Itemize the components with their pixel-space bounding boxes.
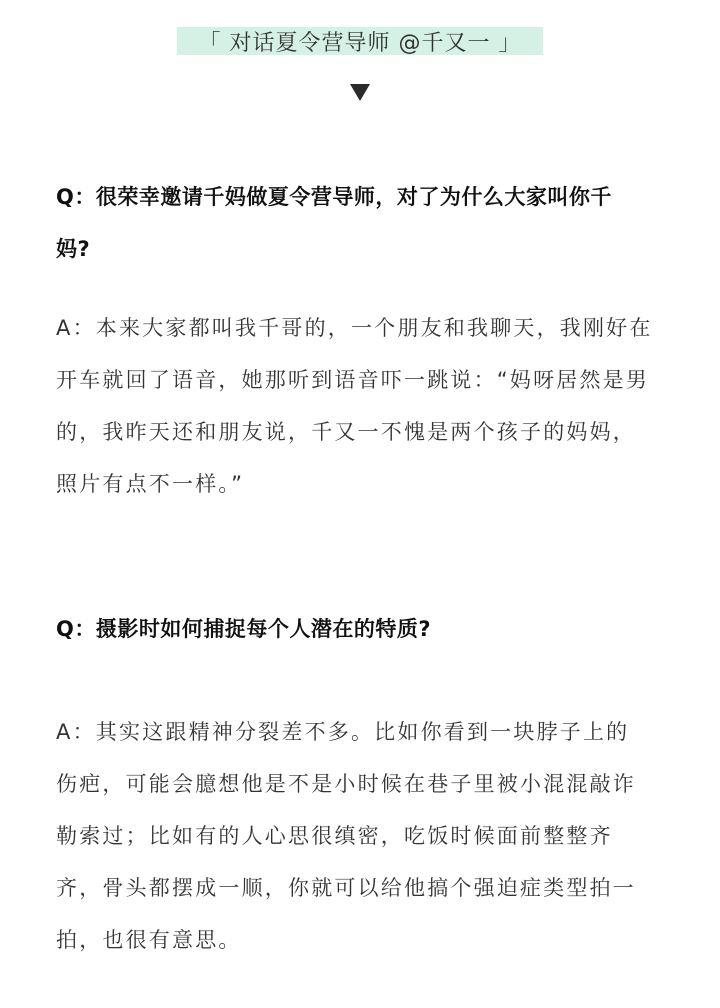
- answer-1-line-2: 开车就回了语音，她那听到语音吓一跳说：“妈呀居然是男: [56, 368, 650, 392]
- question-1: [56, 171, 666, 275]
- answer-1-line-3: 的，我昨天还和朋友说，千又一不愧是两个孩子的妈妈，: [56, 420, 636, 444]
- question-2-line-1: Q：摄影时如何捕捉每个人潜在的特质?: [56, 617, 432, 641]
- title-banner: [177, 27, 543, 55]
- answer-2-line-5: 拍，也很有意思。: [56, 928, 242, 952]
- answer-2: [56, 706, 666, 966]
- down-triangle-icon: [350, 84, 370, 101]
- answer-1-line-4: 照片有点不一样。”: [56, 472, 245, 496]
- answer-1: [56, 302, 666, 510]
- title-text: 「 对话夏令营导师 @千又一 」: [198, 30, 522, 56]
- answer-1-line-1: A：本来大家都叫我千哥的，一个朋友和我聊天，我刚好在: [56, 316, 653, 340]
- answer-2-line-2: 伤疤，可能会臆想他是不是小时候在巷子里被小混混敲诈: [56, 772, 636, 796]
- question-1-line-2: 妈?: [56, 237, 91, 261]
- question-2: [56, 603, 666, 655]
- answer-2-line-4: 齐，骨头都摆成一顺，你就可以给他搞个强迫症类型拍一: [56, 876, 636, 900]
- answer-2-line-1: A：其实这跟精神分裂差不多。比如你看到一块脖子上的: [56, 720, 630, 744]
- answer-2-line-3: 勒索过；比如有的人心思很缜密，吃饭时候面前整整齐: [56, 824, 613, 848]
- question-1-line-1: Q：很荣幸邀请千妈做夏令营导师，对了为什么大家叫你千: [56, 185, 612, 209]
